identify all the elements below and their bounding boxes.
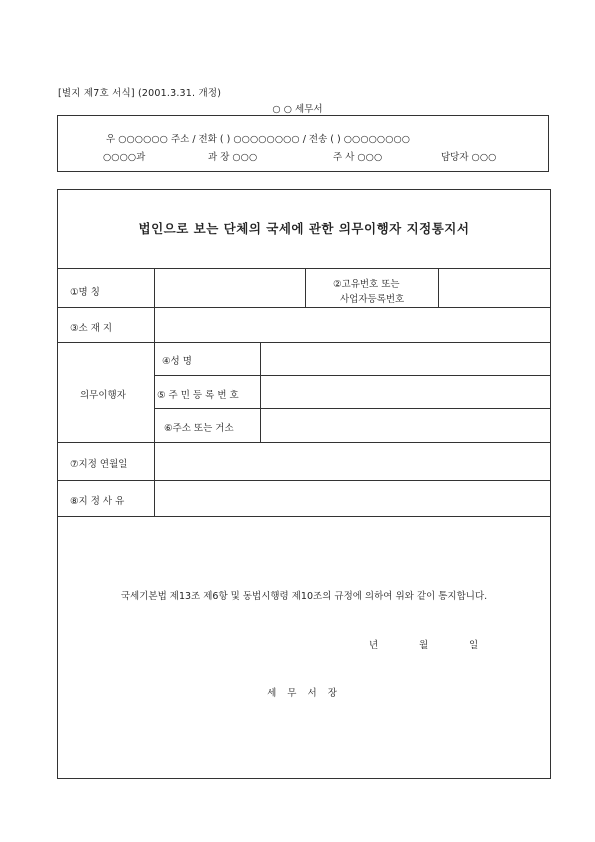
address-label: ⑥주소 또는 거소 — [164, 423, 234, 434]
column-divider — [438, 268, 439, 307]
section-chief: 과 장 ○○○ — [208, 152, 258, 163]
designation-reason-label: ⑧지 정 사 유 — [70, 496, 125, 507]
date-year: 년 — [369, 640, 379, 651]
row-divider — [58, 268, 550, 269]
signer-title: 세 무 서 장 — [267, 688, 341, 699]
row-divider — [154, 408, 550, 409]
section-officer: 주 사 ○○○ — [333, 152, 383, 163]
form-title: 법인으로 보는 단체의 국세에 관한 의무이행자 지정통지서 — [138, 221, 470, 236]
name-label: ①명 칭 — [70, 287, 100, 298]
form-reference: [별지 제7호 서식] (2001.3.31. 개정) — [58, 88, 222, 99]
office-contact-line: 우 ○○○○○○ 주소 / 전화 ( ) ○○○○○○○○ / 전송 ( ) ○○○○○○○○ — [106, 134, 411, 145]
obligor-label: 의무이행자 — [80, 390, 126, 401]
date-month: 월 — [419, 640, 429, 651]
section-handler: 담당자 ○○○ — [441, 152, 497, 163]
id-number-label-1: ②고유번호 또는 — [333, 279, 400, 290]
row-divider — [58, 480, 550, 481]
notice-statement: 국세기본법 제13조 제6항 및 동법시행령 제10조의 규정에 의하여 위와 같이 통지합니다. — [120, 591, 488, 602]
row-divider — [58, 442, 550, 443]
resident-number-label: ⑤ 주 민 등 록 번 호 — [157, 390, 239, 401]
location-label: ③소 재 지 — [70, 323, 113, 334]
column-divider — [154, 268, 155, 516]
column-divider — [305, 268, 306, 307]
section-name: ○○○○과 — [103, 152, 146, 163]
tax-office-name: ○ ○ 세무서 — [272, 104, 323, 115]
person-name-label: ④성 명 — [162, 356, 192, 367]
row-divider — [58, 516, 550, 517]
notice-form — [57, 189, 551, 779]
id-number-label-2: 사업자등록번호 — [340, 294, 405, 305]
designation-date-label: ⑦지정 연월일 — [70, 459, 128, 470]
row-divider — [58, 307, 550, 308]
office-contact-box — [57, 115, 549, 172]
row-divider — [58, 342, 550, 343]
date-day: 일 — [469, 640, 479, 651]
row-divider — [154, 375, 550, 376]
column-divider — [260, 342, 261, 442]
